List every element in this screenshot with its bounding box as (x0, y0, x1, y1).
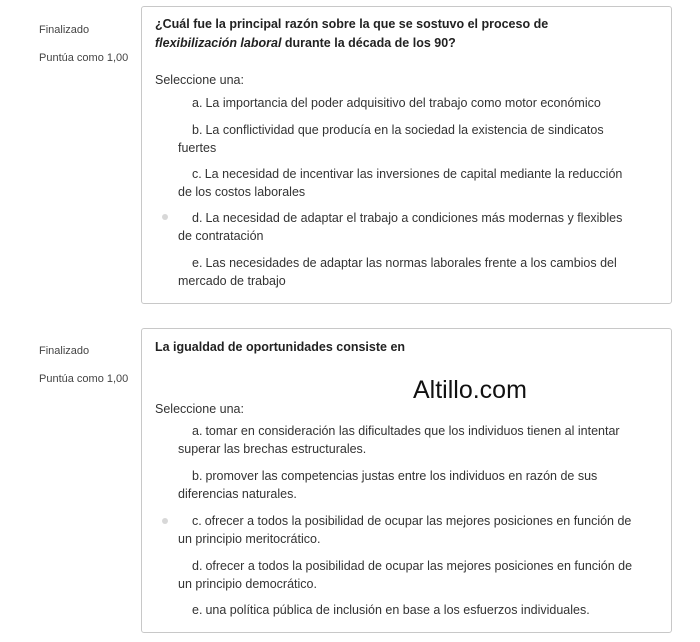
answer-option-a[interactable]: a. La importancia del poder adquisitivo del trabajo como motor económico (192, 96, 601, 110)
answer-option-e[interactable]: e. Las necesidades de adaptar las normas laborales frente a los cambios del mercado de trabajo (178, 256, 617, 288)
site-watermark: Altillo.com (413, 376, 527, 404)
answer-option-c[interactable]: c. ofrecer a todos la posibilidad de ocupar las mejores posiciones en función de un principio meritocrático. (178, 514, 632, 546)
question-text-emphasis: flexibilización laboral (155, 36, 282, 50)
question-grade: Puntúa como 1,00 (39, 52, 129, 64)
answer-option-d[interactable]: d. ofrecer a todos la posibilidad de ocupar las mejores posiciones en función de un principio democrático. (178, 559, 633, 591)
question-2-box (141, 328, 672, 633)
question-grade: Puntúa como 1,00 (39, 373, 129, 385)
question-text: La igualdad de oportunidades consiste en (155, 340, 406, 354)
question-text: ¿Cuál fue la principal razón sobre la que se sostuvo el proceso de flexibilización laboral durante la década de los 90? (155, 17, 549, 50)
answer-option-c[interactable]: c. La necesidad de incentivar las inversiones de capital mediante la reducción de los costos laborales (178, 167, 623, 199)
answer-option-a[interactable]: a. tomar en consideración las dificultades que los individuos tienen al intentar superar las brechas estructurales. (178, 424, 620, 456)
answer-option-b[interactable]: b. promover las competencias justas entre los individuos en razón de sus diferencias naturales. (178, 469, 598, 501)
answer-option-e[interactable]: e. una política pública de inclusión en base a los esfuerzos individuales. (192, 603, 590, 617)
select-one-prompt: Seleccione una: (155, 73, 244, 87)
question-1-box (141, 6, 672, 304)
question-state: Finalizado (39, 345, 90, 357)
select-one-prompt: Seleccione una: (155, 402, 244, 416)
selected-radio-indicator[interactable] (162, 518, 168, 524)
answer-option-b[interactable]: b. La conflictividad que producía en la sociedad la existencia de sindicatos fuertes (178, 123, 604, 155)
answer-option-d[interactable]: d. La necesidad de adaptar el trabajo a condiciones más modernas y flexibles de contratación (178, 211, 623, 243)
question-2-info (39, 345, 139, 385)
question-1-info (39, 24, 139, 64)
selected-radio-indicator[interactable] (162, 214, 168, 220)
question-state: Finalizado (39, 24, 90, 36)
